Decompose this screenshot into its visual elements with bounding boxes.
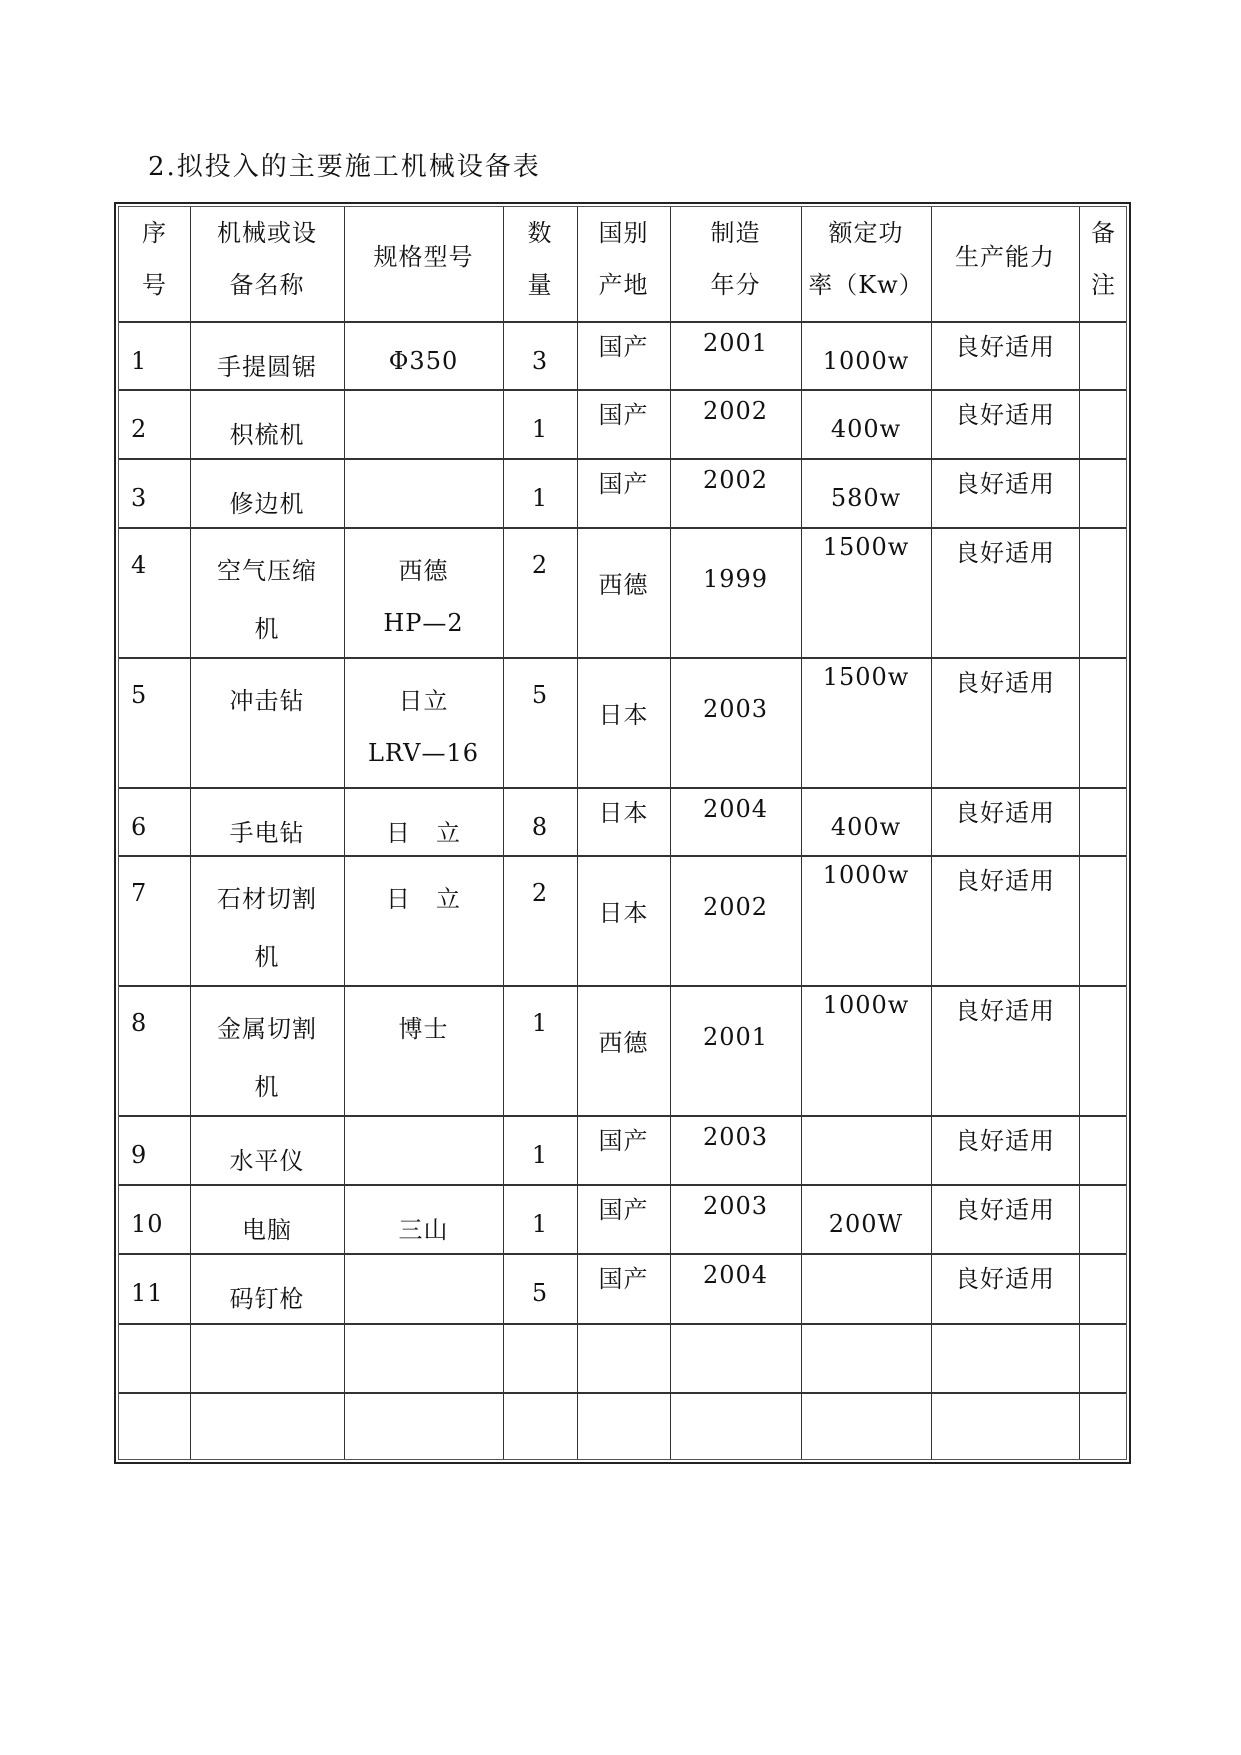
equipment-year: 2003 (702, 695, 769, 723)
header-cell-capacity: 生产能力 (955, 243, 1055, 271)
header-cell-power: 率（Kw） (808, 271, 924, 299)
equipment-qty: 1 (531, 1141, 549, 1169)
equipment-name: 石材切割 (217, 885, 317, 913)
equipment-year: 2004 (702, 795, 769, 823)
equipment-name: 修边机 (229, 490, 305, 518)
table-grid (118, 206, 1127, 1460)
equipment-year: 2002 (702, 893, 769, 921)
equipment-qty: 5 (531, 1279, 549, 1307)
equipment-name: 手提圆锯 (217, 353, 317, 381)
equipment-power: 200W (828, 1210, 904, 1238)
header-cell-spec: 规格型号 (373, 243, 474, 271)
row-divider (119, 389, 1126, 391)
row-number: 8 (131, 1009, 148, 1037)
header-cell-power: 额定功 (828, 219, 904, 247)
equipment-qty: 5 (531, 681, 549, 709)
equipment-year: 2004 (702, 1261, 769, 1289)
equipment-name: 电脑 (242, 1216, 292, 1244)
row-number: 3 (131, 484, 148, 512)
equipment-spec: LRV—16 (367, 739, 480, 767)
row-number: 10 (131, 1210, 164, 1238)
equipment-spec: 三山 (398, 1216, 449, 1244)
equipment-capacity: 良好适用 (955, 997, 1055, 1025)
equipment-spec: 日立 (398, 687, 449, 715)
equipment-qty: 1 (531, 484, 549, 512)
row-number: 4 (131, 551, 148, 579)
equipment-capacity: 良好适用 (955, 470, 1055, 498)
row-number: 1 (131, 347, 148, 375)
header-cell-name: 备名称 (229, 271, 305, 299)
equipment-qty: 1 (531, 1210, 549, 1238)
page-title: 2.拟投入的主要施工机械设备表 (148, 152, 541, 182)
row-number: 7 (131, 879, 148, 907)
row-number: 2 (131, 415, 148, 443)
equipment-capacity: 良好适用 (955, 799, 1055, 827)
equipment-name: 冲击钻 (229, 687, 305, 715)
header-cell-remark: 备 (1091, 219, 1116, 247)
equipment-year: 1999 (702, 565, 769, 593)
equipment-year: 2001 (702, 329, 769, 357)
equipment-name: 金属切割 (217, 1015, 317, 1043)
header-cell-name: 机械或设 (217, 219, 317, 247)
equipment-origin: 日本 (598, 899, 649, 927)
row-divider (119, 1392, 1126, 1394)
equipment-power: 1000w (822, 347, 910, 375)
equipment-capacity: 良好适用 (955, 539, 1055, 567)
equipment-name: 空气压缩 (217, 557, 317, 585)
equipment-capacity: 良好适用 (955, 401, 1055, 429)
equipment-spec: 西德 (398, 557, 449, 585)
equipment-capacity: 良好适用 (955, 333, 1055, 361)
equipment-capacity: 良好适用 (955, 669, 1055, 697)
row-divider (119, 458, 1126, 460)
equipment-spec: 博士 (398, 1015, 449, 1043)
equipment-capacity: 良好适用 (955, 1196, 1055, 1224)
row-divider (119, 1323, 1126, 1325)
header-cell-qty: 量 (527, 271, 553, 299)
row-number: 11 (131, 1279, 164, 1307)
equipment-origin: 国产 (598, 401, 649, 429)
equipment-origin: 日本 (598, 701, 649, 729)
row-divider (119, 787, 1126, 789)
equipment-origin: 国产 (598, 470, 649, 498)
equipment-origin: 国产 (598, 333, 649, 361)
equipment-capacity: 良好适用 (955, 1127, 1055, 1155)
row-divider (119, 855, 1126, 857)
equipment-name: 手电钻 (229, 819, 305, 847)
equipment-capacity: 良好适用 (955, 867, 1055, 895)
equipment-qty: 8 (531, 813, 549, 841)
equipment-power: 1000w (822, 991, 910, 1019)
equipment-qty: 1 (531, 415, 549, 443)
equipment-name: 机 (254, 1073, 280, 1101)
header-cell-origin: 国别 (598, 219, 649, 247)
equipment-name: 枳梳机 (229, 421, 305, 449)
equipment-year: 2001 (702, 1023, 769, 1051)
equipment-power: 580w (830, 484, 902, 512)
header-cell-year: 制造 (710, 219, 761, 247)
equipment-year: 2003 (702, 1123, 769, 1151)
equipment-spec: 日 立 (386, 819, 461, 847)
equipment-origin: 西德 (598, 571, 649, 599)
row-divider (119, 1184, 1126, 1186)
equipment-spec: Φ350 (388, 347, 459, 375)
header-cell-remark: 注 (1091, 271, 1116, 299)
header-cell-origin: 产地 (598, 271, 649, 299)
equipment-name: 水平仪 (229, 1147, 305, 1175)
equipment-year: 2002 (702, 397, 769, 425)
row-divider (119, 1115, 1126, 1117)
row-divider (119, 657, 1126, 659)
equipment-power: 1500w (822, 533, 910, 561)
equipment-power: 1500w (822, 663, 910, 691)
header-cell-qty: 数 (527, 219, 553, 247)
equipment-power: 400w (830, 813, 902, 841)
equipment-name: 码钉枪 (229, 1285, 305, 1313)
row-divider (119, 1253, 1126, 1255)
equipment-power: 1000w (822, 861, 910, 889)
equipment-qty: 2 (531, 551, 549, 579)
equipment-capacity: 良好适用 (955, 1265, 1055, 1293)
row-number: 9 (131, 1141, 148, 1169)
equipment-qty: 2 (531, 879, 549, 907)
equipment-origin: 国产 (598, 1265, 649, 1293)
equipment-origin: 国产 (598, 1196, 649, 1224)
row-number: 5 (131, 681, 148, 709)
equipment-year: 2003 (702, 1192, 769, 1220)
equipment-qty: 3 (531, 347, 549, 375)
equipment-origin: 日本 (598, 799, 649, 827)
equipment-power: 400w (830, 415, 902, 443)
row-divider (119, 985, 1126, 987)
row-number: 6 (131, 813, 148, 841)
header-cell-no: 序 (142, 219, 167, 247)
equipment-origin: 西德 (598, 1029, 649, 1057)
equipment-year: 2002 (702, 466, 769, 494)
equipment-name: 机 (254, 943, 280, 971)
header-cell-no: 号 (142, 271, 167, 299)
row-divider (119, 321, 1126, 323)
equipment-table (114, 202, 1131, 1464)
header-cell-year: 年分 (710, 271, 761, 299)
column-divider (1079, 207, 1080, 1459)
equipment-origin: 国产 (598, 1127, 649, 1155)
equipment-spec: 日 立 (386, 885, 461, 913)
equipment-qty: 1 (531, 1009, 549, 1037)
equipment-name: 机 (254, 615, 280, 643)
row-divider (119, 527, 1126, 529)
equipment-spec: HP—2 (383, 609, 464, 637)
